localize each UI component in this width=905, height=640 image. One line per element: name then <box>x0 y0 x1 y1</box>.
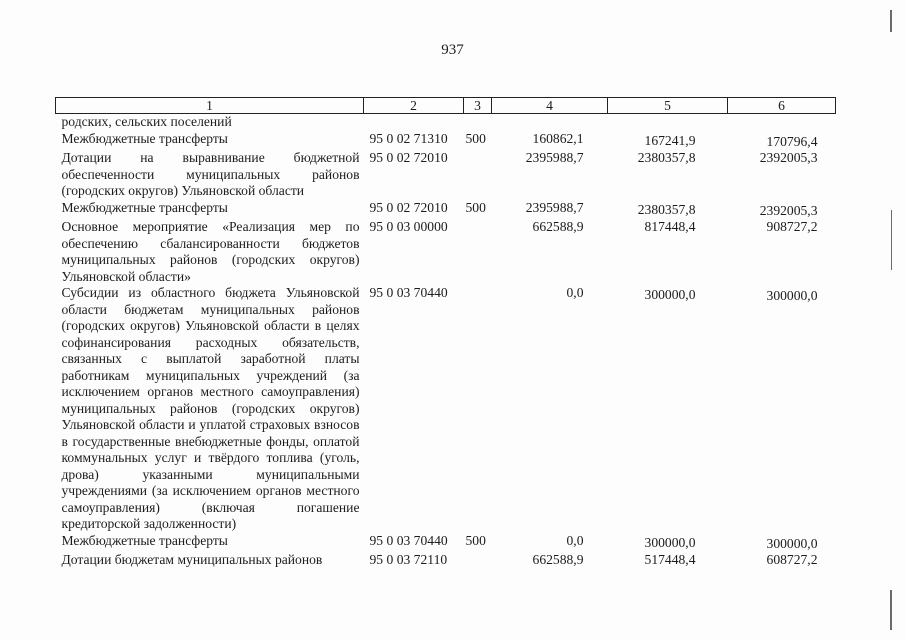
row-value-col5: 167241,9 <box>644 132 696 148</box>
header-col-2: 2 <box>364 98 464 114</box>
row-value-col4: 662588,9 <box>532 219 584 234</box>
page-number: 937 <box>441 42 464 58</box>
row-value-col5: 2380357,8 <box>637 201 696 217</box>
table-row <box>56 150 836 200</box>
row-value-col6 <box>728 114 836 131</box>
table-header-row <box>56 98 836 114</box>
row-value-col6: 170796,4 <box>766 133 818 149</box>
header-col-3: 3 <box>464 98 492 114</box>
scan-mark-top <box>890 10 892 32</box>
row-value-col5: 517448,4 <box>644 552 696 567</box>
row-name: Межбюджетные трансферты <box>61 532 228 548</box>
row-code: 95 0 02 71310 <box>369 130 448 146</box>
scan-mark-bottom <box>890 590 892 630</box>
row-code: 95 0 02 72010 <box>369 150 448 165</box>
row-value-col4: 0,0 <box>566 532 584 548</box>
table-row <box>56 200 836 220</box>
row-value-col5: 300000,0 <box>644 534 696 550</box>
header-col-6: 6 <box>728 98 836 114</box>
row-value-col6: 608727,2 <box>766 552 818 567</box>
row-value-col6: 2392005,3 <box>759 202 818 218</box>
row-value-col5: 817448,4 <box>644 219 696 234</box>
row-name: Межбюджетные трансферты <box>61 130 228 146</box>
row-vr: 500 <box>465 199 486 215</box>
scan-mark-mid <box>891 210 892 270</box>
row-name: Основное мероприятие «Реализация мер по обеспечению сбалансированности бюджетов муниципальных районов (городских округов) Ульяновской области» <box>61 219 360 284</box>
row-vr <box>464 114 492 131</box>
row-name: Субсидии из областного бюджета Ульяновской области бюджетам муниципальных районов (городских округов) Ульяновской области в целях софинансирования расходных обязательств, связанных с выплатой заработной платы работникам муниципальных учреждений (за исключением органов местного самоуправления) муниципальных районов (городских округов) Ульяновской области и уплатой страховых взносов в государственные внебюджетные фонды, оплатой коммунальных услуг и твёрдого топлива (уголь, дрова) указанными муниципальными учреждениями (за исключением органов местного самоуправления) (включая погашение кредиторской задолженности) <box>61 285 360 531</box>
row-name: родских, сельских поселений <box>61 114 232 129</box>
table-row <box>56 533 836 553</box>
row-name: Дотации на выравнивание бюджетной обеспеченности муниципальных районов (городских округов) Ульяновской области <box>61 150 360 198</box>
row-vr <box>464 219 492 285</box>
table-row <box>56 219 836 285</box>
header-col-5: 5 <box>608 98 728 114</box>
row-code: 95 0 03 00000 <box>369 219 448 234</box>
row-vr: 500 <box>465 130 486 146</box>
row-name: Межбюджетные трансферты <box>61 199 228 215</box>
row-value-col4: 2395988,7 <box>525 150 584 165</box>
row-vr <box>464 552 492 569</box>
row-value-col6: 908727,2 <box>766 219 818 234</box>
budget-table <box>55 97 836 569</box>
row-vr <box>464 150 492 200</box>
row-value-col6: 2392005,3 <box>759 150 818 165</box>
header-col-4: 4 <box>492 98 608 114</box>
row-code <box>364 114 464 131</box>
row-value-col4: 160862,1 <box>532 130 584 146</box>
row-value-col5 <box>608 114 728 131</box>
table-row <box>56 131 836 151</box>
row-vr: 500 <box>465 532 486 548</box>
table-row <box>56 285 836 533</box>
row-value-col6: 300000,0 <box>766 288 818 303</box>
row-vr <box>464 285 492 533</box>
row-code: 95 0 02 72010 <box>369 199 448 215</box>
row-value-col5: 2380357,8 <box>637 150 696 165</box>
table-row <box>56 114 836 131</box>
row-value-col4: 662588,9 <box>532 552 584 567</box>
header-col-1: 1 <box>56 98 364 114</box>
row-value-col4: 0,0 <box>566 285 584 300</box>
table-row <box>56 552 836 569</box>
row-code: 95 0 03 72110 <box>369 552 448 567</box>
row-code: 95 0 03 70440 <box>369 285 448 300</box>
row-value-col6: 300000,0 <box>766 535 818 551</box>
row-name: Дотации бюджетам муниципальных районов <box>61 552 323 567</box>
row-value-col4: 2395988,7 <box>525 199 584 215</box>
row-value-col5: 300000,0 <box>644 287 696 302</box>
row-code: 95 0 03 70440 <box>369 532 448 548</box>
row-value-col4 <box>492 114 608 131</box>
